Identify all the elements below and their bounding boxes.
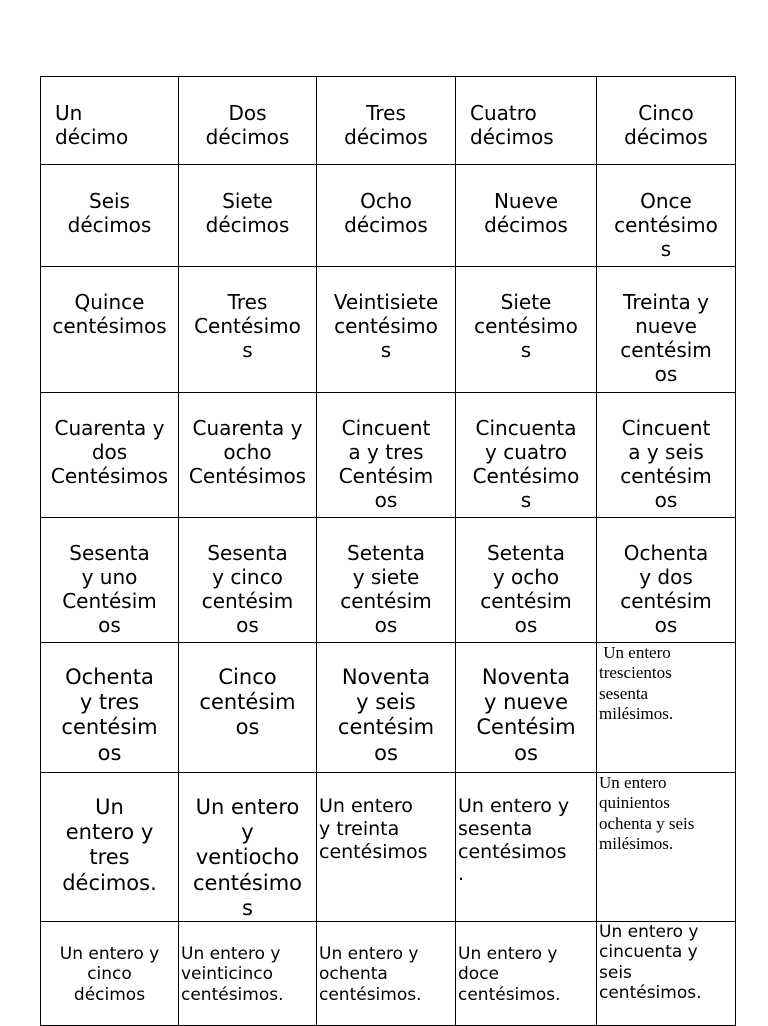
table-cell — [41, 165, 179, 267]
table-cell — [597, 921, 736, 1025]
table-row — [41, 165, 736, 267]
table-cell — [41, 773, 179, 922]
cell-text: Ochenta y tres centésim os — [61, 665, 158, 765]
table-cell — [456, 393, 597, 518]
cell-text: Cuarenta y dos Centésimos — [50, 416, 169, 488]
table-cell — [179, 267, 317, 393]
table-row — [41, 773, 736, 922]
table-cell — [317, 643, 456, 773]
cell-text: Noventa y seis centésim os — [337, 665, 435, 765]
cell-text: Dos décimos — [205, 101, 290, 149]
table-row — [41, 643, 736, 773]
cell-text: Noventa y nueve Centésim os — [476, 665, 576, 765]
table-cell — [179, 77, 317, 165]
cell-text: Tres Centésimo s — [194, 290, 301, 362]
table-cell — [41, 77, 179, 165]
cell-text: Cinco centésim os — [199, 665, 296, 740]
table-cell — [597, 77, 736, 165]
cell-text: Un entero quinientos ochenta y seis milésimos. — [599, 773, 695, 854]
table-cell — [179, 165, 317, 267]
table-cell — [317, 267, 456, 393]
table-cell — [179, 773, 317, 922]
cell-text: Quince centésimos — [52, 290, 167, 338]
table-cell — [456, 77, 597, 165]
table-cell — [456, 518, 597, 643]
table-cell — [597, 518, 736, 643]
table-row — [41, 267, 736, 393]
table-cell — [317, 921, 456, 1025]
cell-text: Setenta y ocho centésim os — [480, 541, 572, 637]
table-cell — [179, 393, 317, 518]
table-row — [41, 77, 736, 165]
cell-text: Cincuent a y tres Centésim os — [338, 416, 434, 512]
cell-text: Seis décimos — [67, 189, 152, 237]
cell-text: Un entero y cincuenta y seis centésimos. — [599, 921, 702, 1004]
cell-text: Siete décimos — [205, 189, 290, 237]
cell-text: Cuarenta y ocho Centésimos — [188, 416, 307, 488]
cell-text: Un entero y cinco décimos — [59, 943, 160, 1005]
cell-text: Nueve décimos — [484, 189, 568, 237]
cell-text: Un entero y veinticinco centésimos. — [181, 943, 284, 1005]
table-cell — [597, 643, 736, 773]
table-cell — [597, 267, 736, 393]
table-cell — [597, 393, 736, 518]
table-cell — [317, 165, 456, 267]
table-cell — [317, 518, 456, 643]
cell-text: Un entero y doce centésimos. — [458, 943, 561, 1005]
cell-text: Tres décimos — [344, 101, 428, 149]
table-cell — [456, 773, 597, 922]
cell-text: Veintisiete centésimo s — [333, 290, 439, 362]
table-cell — [179, 518, 317, 643]
table-cell — [41, 267, 179, 393]
table-cell — [41, 518, 179, 643]
table-cell — [317, 773, 456, 922]
cell-text: Ochenta y dos centésim os — [620, 541, 712, 637]
table-cell — [456, 267, 597, 393]
cell-text: Cuatro décimos — [470, 101, 554, 149]
cell-text: Once centésimo s — [614, 189, 718, 261]
table-cell — [179, 643, 317, 773]
table-cell — [41, 393, 179, 518]
cell-text: Treinta y nueve centésim os — [620, 290, 712, 386]
table-cell — [317, 393, 456, 518]
cell-text: Cincuenta y cuatro Centésimo s — [472, 416, 580, 512]
cell-text: Siete centésimo s — [474, 290, 578, 362]
cell-text: Sesenta y uno Centésim os — [62, 541, 157, 637]
cell-text: Un entero y ochenta centésimos. — [319, 943, 422, 1005]
table-cell — [41, 921, 179, 1025]
cell-text: Un entero y tres décimos. — [62, 795, 157, 895]
table-cell — [179, 921, 317, 1025]
table-row — [41, 518, 736, 643]
cell-text: Un entero y sesenta centésimos . — [458, 795, 570, 886]
table-cell — [41, 643, 179, 773]
cell-text: Ocho décimos — [344, 189, 428, 237]
table-cell — [456, 921, 597, 1025]
table-row — [41, 921, 736, 1025]
cell-text: Setenta y siete centésim os — [340, 541, 432, 637]
cell-text: Cincuent a y seis centésim os — [620, 416, 712, 512]
table-cell — [597, 773, 736, 922]
cell-text: Cinco décimos — [624, 101, 708, 149]
fractions-grid — [40, 76, 736, 1026]
cell-text: Un entero y ventiocho centésimo s — [192, 795, 302, 920]
table-cell — [317, 77, 456, 165]
table-cell — [597, 165, 736, 267]
table-cell — [456, 165, 597, 267]
cell-text: Sesenta y cinco centésim os — [201, 541, 294, 637]
table-cell — [456, 643, 597, 773]
cell-text: Un entero y treinta centésimos — [319, 795, 428, 863]
cell-text: Un entero trescientos sesenta milésimos. — [599, 643, 674, 724]
cell-text: Un décimo — [55, 101, 129, 149]
table-row — [41, 393, 736, 518]
